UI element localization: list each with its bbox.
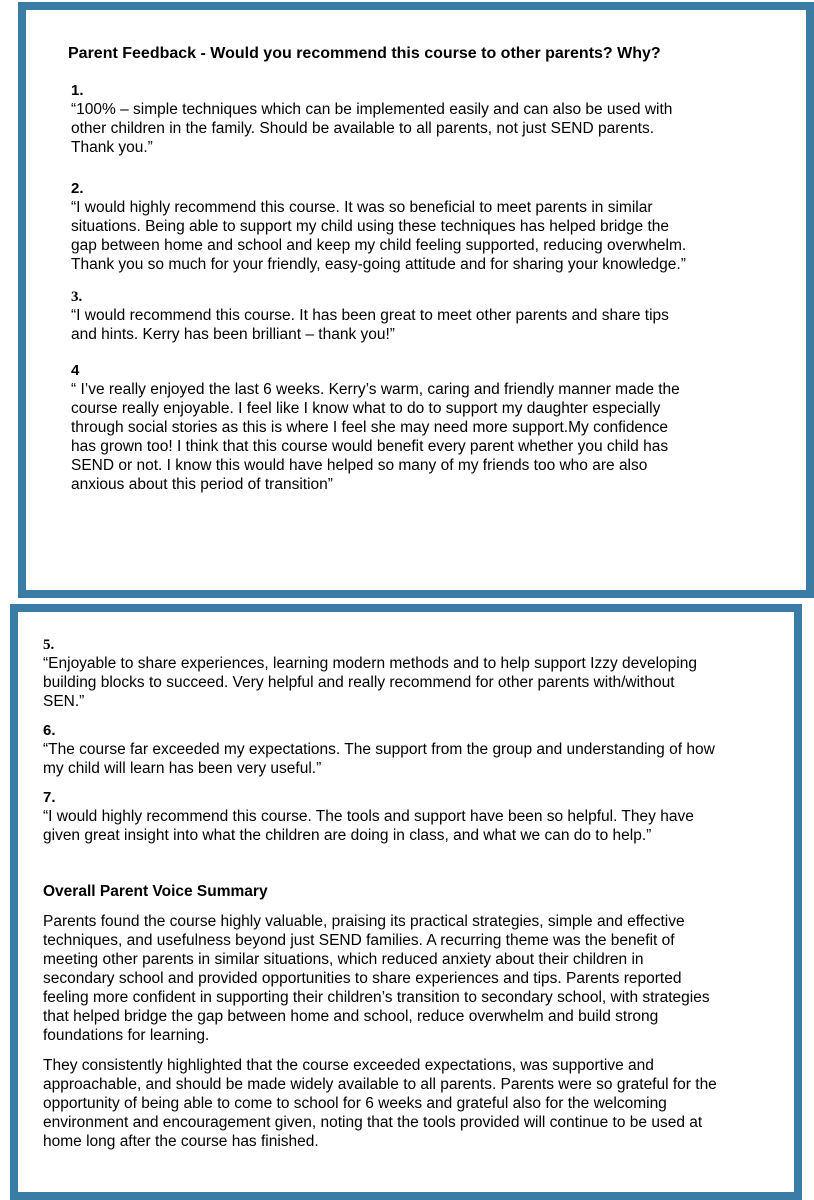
feedback-number: 3.: [71, 289, 83, 305]
feedback-item: [71, 180, 686, 274]
feedback-text: “The course far exceeded my expectations. The support from the group and understanding of how my child will learn has been very useful.”: [43, 741, 715, 777]
feedback-text: “I would highly recommend this course. It was so beneficial to meet parents in similar situations. Being able to support my child using these techniques has helped bridge the gap between home and school and keep my child feeling supported, reducing overwhelm. Thank you so much for your friendly, easy-going attitude and for sharing your knowledge.”: [71, 199, 687, 273]
feedback-number: 5.: [43, 637, 55, 653]
page-title: Parent Feedback - Would you recommend this course to other parents? Why?: [68, 45, 661, 62]
feedback-item: [43, 722, 715, 778]
feedback-item: [71, 362, 680, 494]
feedback-text: “I would highly recommend this course. The tools and support have been so helpful. They have given great insight into what the children are doing in class, and what we can do to help.”: [43, 808, 694, 844]
feedback-item: [71, 288, 669, 344]
summary-paragraph: Parents found the course highly valuable, praising its practical strategies, simple and effective techniques, and usefulness beyond just SEND families. A recurring theme was the benefit of meeting other parents in similar situations, which reduced anxiety about their children in secondary school and provided opportunities to share experiences and tips. Parents reported feeling more confident in supporting their children’s transition to secondary school, with strategies that helped bridge the gap between home and school, reduce overwhelm and build strong foundations for learning.: [43, 913, 710, 1044]
summary-paragraph: They consistently highlighted that the course exceeded expectations, was supportive and approachable, and should be made widely available to all parents. Parents were so grateful for the opportunity of being able to come to school for 6 weeks and grateful also for the welcoming environment and encouragement given, noting that the tools provided will continue to be used at home long after the course has finished.: [43, 1057, 717, 1150]
feedback-item: [43, 789, 694, 845]
summary-heading: Overall Parent Voice Summary: [43, 883, 268, 900]
feedback-text: “Enjoyable to share experiences, learning modern methods and to help support Izzy developing building blocks to succeed. Very helpful and really recommend for other parents with/without SEN.”: [43, 655, 697, 710]
feedback-item: [71, 82, 672, 157]
feedback-number: 2.: [71, 180, 84, 197]
feedback-number: 7.: [43, 789, 56, 806]
feedback-text: “ I’ve really enjoyed the last 6 weeks. Kerry’s warm, caring and friendly manner made the course really enjoyable. I feel like I know what to do to support my daughter especially through social stories as this is where I feel she may need more support.My confidence has grown too! I think that this course would benefit every parent whether you child has SEND or not. I know this would have helped so many of my friends too who are also anxious about this period of transition”: [71, 381, 680, 493]
feedback-number: 1.: [71, 82, 84, 99]
feedback-item: [43, 636, 697, 711]
feedback-text: “I would recommend this course. It has been great to meet other parents and share tips and hints. Kerry has been brilliant – thank you!”: [71, 307, 669, 343]
feedback-number: 6.: [43, 722, 56, 739]
feedback-text: “100% – simple techniques which can be implemented easily and can also be used with other children in the family. Should be available to all parents, not just SEND parents. Thank you.”: [71, 101, 673, 156]
feedback-number: 4: [71, 362, 80, 379]
